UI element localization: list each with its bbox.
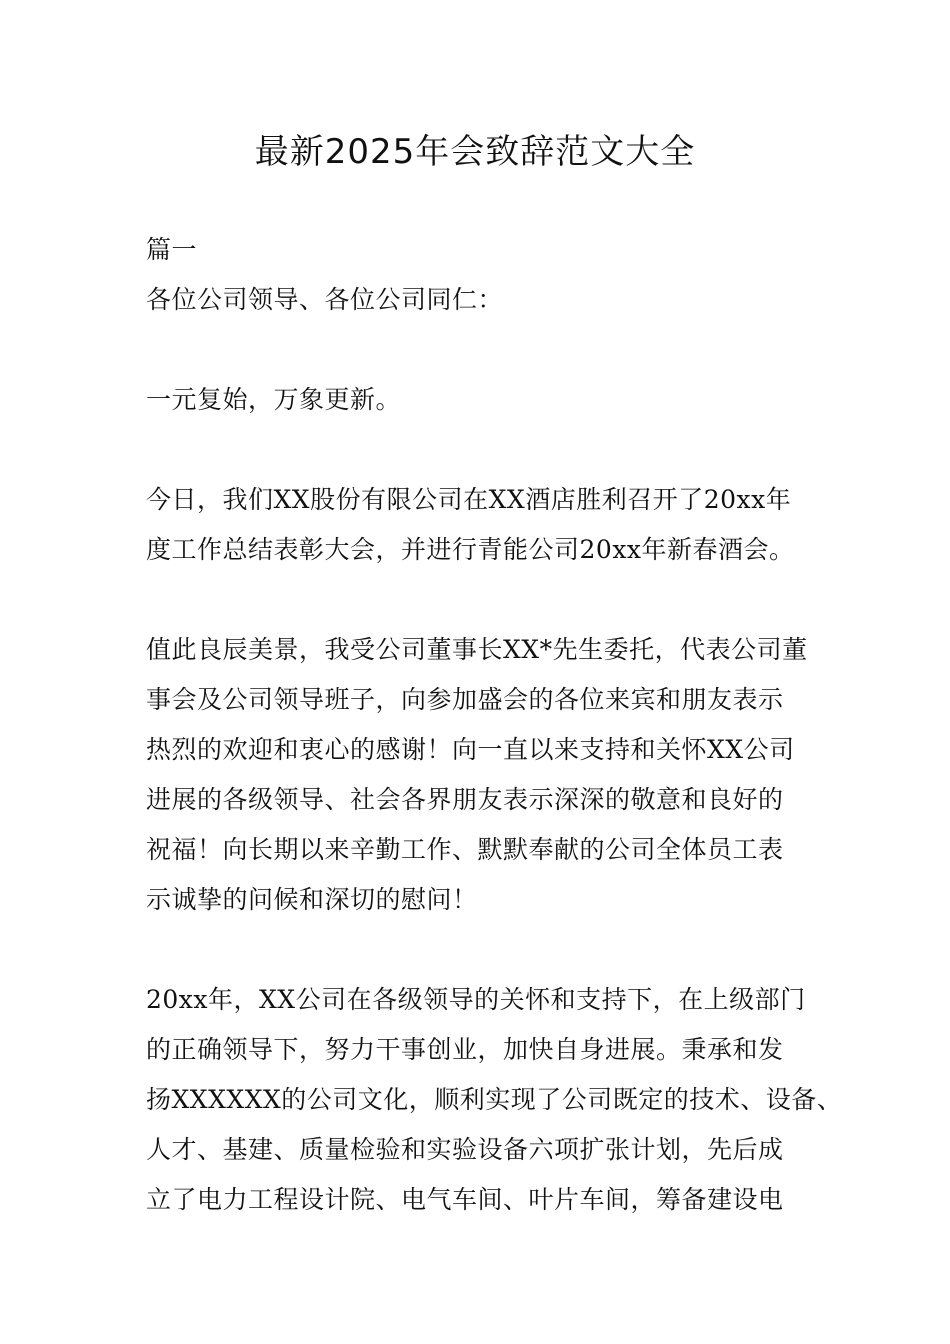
paragraph-2 [146, 475, 826, 575]
paragraph-line: 一元复始，万象更新。 [146, 385, 402, 414]
paragraph-gap [146, 325, 826, 375]
paragraph-line: 热烈的欢迎和衷心的感谢！向一直以来支持和关怀XX公司 [146, 735, 795, 764]
paragraph-line: 的正确领导下，努力干事创业，加快自身进展。秉承和发 [146, 1035, 784, 1064]
paragraph-line: 祝福！向长期以来辛勤工作、默默奉献的公司全体员工表 [146, 835, 784, 864]
paragraph-gap [146, 425, 826, 475]
paragraph-gap [146, 575, 826, 625]
paragraph-line: 20xx年，XX公司在各级领导的关怀和支持下，在上级部门 [146, 985, 806, 1014]
paragraph-gap [146, 925, 826, 975]
paragraph-line: 事会及公司领导班子，向参加盛会的各位来宾和朋友表示 [146, 685, 784, 714]
paragraph-1 [146, 375, 826, 425]
paragraph-line: 扬XXXXXX的公司文化，顺利实现了公司既定的技术、设备、 [146, 1085, 843, 1114]
paragraph-line: 度工作总结表彰大会，并进行青能公司20xx年新春酒会。 [146, 535, 795, 564]
paragraph-line: 示诚挚的问候和深切的慰问！ [146, 885, 478, 914]
document-body [146, 225, 843, 1225]
paragraph-4 [146, 975, 843, 1225]
salutation: 各位公司领导、各位公司同仁： [146, 285, 504, 314]
paragraph-line: 今日，我们XX股份有限公司在XX酒店胜利召开了20xx年 [146, 485, 792, 514]
paragraph-3 [146, 625, 826, 925]
paragraph-line: 进展的各级领导、社会各界朋友表示深深的敬意和良好的 [146, 785, 784, 814]
paragraph-line: 立了电力工程设计院、电气车间、叶片车间，筹备建设电 [146, 1185, 784, 1214]
section-label: 篇一 [146, 235, 198, 264]
document-title: 最新2025年会致辞范文大全 [254, 132, 696, 172]
paragraph-line: 值此良辰美景，我受公司董事长XX*先生委托，代表公司董 [146, 635, 808, 664]
paragraph-line: 人才、基建、质量检验和实验设备六项扩张计划，先后成 [146, 1135, 784, 1164]
